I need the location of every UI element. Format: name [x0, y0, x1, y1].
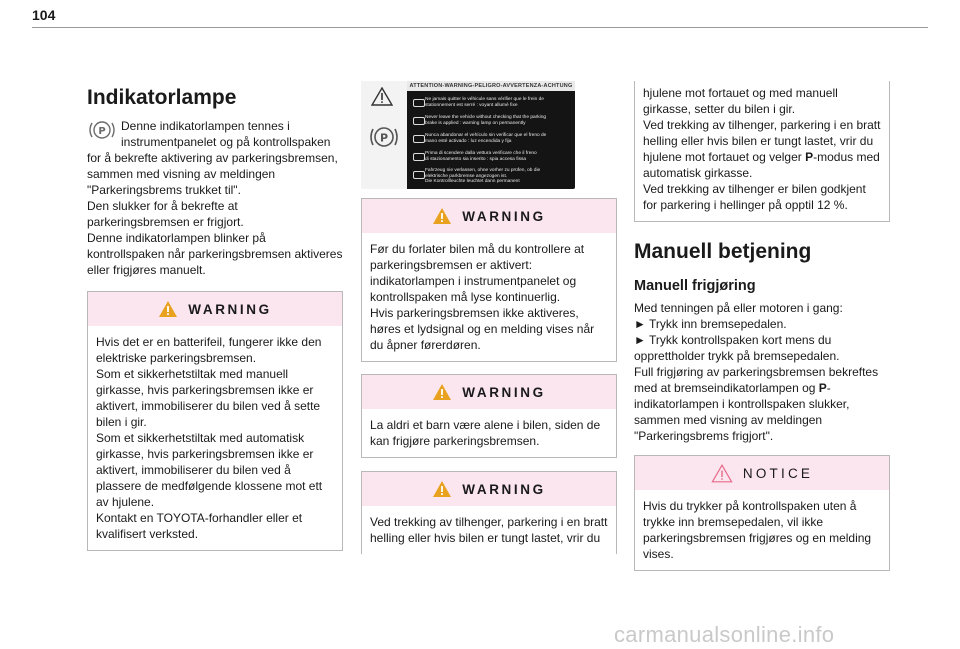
warning-continued-text — [635, 81, 889, 221]
label-line-de: Fahrzeug nie verlassen, ohne vorher zu prüfen, ob die elektrische parkbremse angezogen ist. Die Kontrollleuchte leuchtet dann permanent — [425, 168, 541, 185]
notice-header — [635, 456, 889, 490]
label-line-es: Nunca abandonar el vehículo sin verificar que el freno de mano esté activado : luz encendida y fija — [425, 133, 547, 144]
warning-box-battery — [87, 291, 343, 551]
warning-label: WARNING — [462, 208, 546, 224]
warning-label: WARNING — [188, 301, 272, 317]
warning-triangle-icon — [371, 87, 393, 111]
warning-triangle-icon — [432, 383, 452, 401]
continued-text-b: -modus med automatisk girkasse. Ved trekking av tilhenger er bilen godkjent for parkering i hellinger på opptil 12 %. — [643, 150, 880, 212]
intro-line-1: Denne indikatorlampen tennes i — [121, 119, 290, 133]
notice-triangle-icon — [711, 464, 733, 483]
svg-text:P: P — [98, 126, 106, 137]
section-title-manuell-betjening: Manuell betjening — [634, 240, 812, 263]
warning-triangle-icon — [432, 480, 452, 498]
manual-release-text — [634, 300, 890, 444]
warning-text: Før du forlater bilen må du kontrollere at parkeringsbremsen er aktivert: indikatorlampen i instrumentpanelet og kontrollspaken må lyse kontinuerlig. Hvis parkeringsbremsen ikke aktiveres, høres et lydsignal og en melding vises når du åpner førerdøren. — [370, 242, 595, 352]
header-rule — [32, 27, 928, 28]
section-title-indikatorlampe: Indikatorlampe — [87, 86, 237, 109]
intro-line-2: instrumentpanelet og på kontrollspaken — [121, 135, 331, 149]
intro-block — [87, 118, 343, 278]
warning-triangle-icon — [432, 207, 452, 225]
column-1 — [87, 60, 343, 551]
watermark: carmanualsonline.info — [614, 622, 835, 647]
manual-release-text-a: Med tenningen på eller motoren i gang: ► Trykk inn bremsepedalen. ► Trykk kontrollspaken kort mens du opprettholder trykk på bremsepedalen. Full frigjøring av parkeringsbremsen bekreftes med at bremseindikatorlampen og — [634, 301, 879, 395]
subsection-title-manuell-frigjoring: Manuell frigjøring — [634, 278, 756, 294]
intro-text: for å bekrefte aktivering av parkeringsbremsen, sammen med visning av meldingen "Parkeringsbrems trukket til". Den slukker for å bekrefte at parkeringsbremsen er frigjort. Denne indikatorlampen blinker på kontrollspaken når parkeringsbremsen aktiveres eller frigjøres manuelt. — [87, 151, 343, 277]
label-line-fr: Ne jamais quitter le véhicule sans vérifier que le frein de stationnement est serré : voyant allumé fixe — [425, 97, 544, 108]
warning-label: WARNING — [462, 384, 546, 400]
warning-header — [362, 375, 616, 409]
label-banner: ATTENTION-WARNING-PELIGRO-AVVERTENZA-ACHTUNG — [407, 81, 575, 91]
continued-bold-p: P — [805, 150, 814, 164]
warning-box-towing — [361, 471, 617, 554]
continued-text-a: hjulene mot fortauet og med manuell girkasse, setter du bilen i gir. Ved trekking av tilhenger, parkering i en bratt helling eller hvis bilen er tungt lastet, vrir du hjulene mot fortauet og velger — [643, 86, 881, 164]
column-3 — [634, 81, 890, 571]
manual-release-text-b: -indikatorlampen i kontrollspaken slukker, sammen med visning av meldingen "Parkeringsbrems frigjort". — [634, 381, 850, 443]
column-2 — [361, 198, 617, 554]
warning-box-before-leaving — [361, 198, 617, 362]
warning-header — [88, 292, 342, 326]
warning-header — [362, 472, 616, 506]
svg-text:P: P — [379, 131, 389, 145]
parking-brake-icon — [87, 119, 117, 146]
warning-label: WARNING — [462, 481, 546, 497]
warning-box-child — [361, 374, 617, 458]
manual-release-bold-p: P — [818, 381, 827, 395]
notice-label: NOTICE — [742, 465, 814, 481]
warning-text: Ved trekking av tilhenger, parkering i en bratt helling eller hvis bilen er tungt lastet, vrir du — [370, 515, 608, 545]
warning-triangle-icon — [158, 300, 178, 318]
page-number: 104 — [32, 7, 56, 23]
label-line-it: Prima di scendere dalla vettura verificare che il freno di stazionamento sia inserito : spia accesa fissa — [425, 151, 537, 162]
warning-header — [362, 199, 616, 233]
parking-brake-icon — [368, 125, 400, 154]
label-line-en: Never leave the vehicle without checking that the parking brake is applied : warning lamp on permanently — [425, 115, 547, 126]
warning-text: Hvis det er en batterifeil, fungerer ikke den elektriske parkeringsbremsen. Som et sikkerhetstiltak med manuell girkasse, hvis parkeringsbremsen ikke er aktivert, immobiliserer du bilen ved å sette bilen i gir. Som et sikkerhetstiltak med automatisk girkasse, hvis parkeringsbremsen ikke er aktivert, immobiliserer du bilen ved å plassere de medfølgende klossene mot ett av hjulene. Kontakt en TOYOTA-forhandler eller et kvalifisert verksted. — [96, 335, 323, 541]
warning-box-continued — [634, 81, 890, 222]
notice-text: Hvis du trykker på kontrollspaken uten å trykke inn bremsepedalen, vil ikke parkeringsbremsen frigjøres og en melding vises. — [643, 499, 872, 561]
warning-text: La aldri et barn være alene i bilen, siden de kan frigjøre parkeringsbremsen. — [370, 418, 601, 448]
notice-box — [634, 455, 890, 571]
warning-label-image — [361, 81, 575, 189]
